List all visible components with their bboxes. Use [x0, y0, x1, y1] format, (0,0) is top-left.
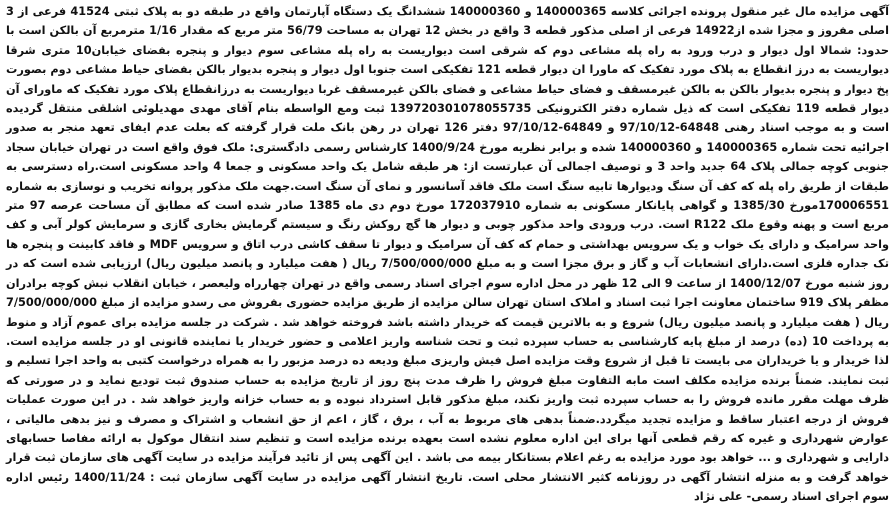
auction-notice-text: آگهی مزایده مال غیر منقول پرونده اجرائی کلاسه 140000365 و 140000360 ششدانگ یک دستگاه آپارتمان واقع در طبقه دو به پلاک ثبتی 41524 فرعی از 3 اصلی مفروز و مجزا شده از14922 فرعی از اصلی مذکور قطعه 3 واقع در بخش 12 تهران به مساحت 56/79 متر مربع که مقدار 1/16 مترمربع آن بالکن است با حدود: شمالا اول دیوار و درب ورود به راه پله مشاعی دوم که شرقی است دیواریست به راه پله مشاعی سوم دیوار و پنجره بفضای خیابان10 متری شرقا دیواریست به درز انقطاع به پلاک مورد تفکیک که ماورا ان دیوار قطعه 121 تفکیکی است جنوبا اول دیوار و پنجره بدیوار بالکن بفضای حیاط مشاعی دوم بصورت پخ دیوار و پنجره بدیوار بالکن به بالکن غیرمسقف و فضای حیاط مشاعی و فضای بالکن غیرمسقف غربا دیواریست به درزانقطاع پلاک مورد تفکیک که ماورای آن دیوار قطعه 119 تفکیکی است که ذیل شماره دفتر الکترونیکی 139720301078055735 ثبت ومع الواسطه بنام آقای مهدی مهدیلوئی اشلقی منتقل گردیده است و به موجب اسناد رهنی 64848-97/10/12 و 64849-97/10/12 دفتر 126 تهران در رهن بانک ملت قرار گرفته که بعلت عدم ایفای تعهد منجر به صدور اجرائیه تحت شماره 140000365 و 140000360 شده و برابر نظریه مورخ 1400/9/24 کارشناس رسمی دادگستری: ملک فوق واقع است در تهران خیابان سجاد جنوبی کوچه جمالی پلاک 64 جدید واحد 3 و توصیف اجمالی آن عبارتست از: هر طبقه شامل یک واحد مسکونی و جمعا 4 واحد مسکونی است.راه دسترسی به طبقات از طریق راه پله که کف آن سنگ ودیوارها تابیه سنگ است ملک فاقد آسانسور و نمای آن سنگ است.جهت ملک مذکور پروانه تخریب و نوسازی به شماره 170006551مورخ 1385/30 و گواهی پایانکار مسکونی به شماره 172037910 مورخ دوم دی ماه 1385 صادر شده است که مطابق آن مساحت عرصه 97 متر مربع است و پهنه وقوع ملک R122 است. درب ورودی واحد مذکور چوبی و دیوار ها گچ روکش رنگ و سیستم گرمایش بخاری گازی و سرمایش کولر آبی و کف واحد سرامیک و دارای یک خواب و یک سرویس بهداشتی و حمام که کف آن سرامیک و دیوار تا سقف کاشی درب اتاق و سرویس MDF و فاقد کابینت و پنجره ها تک جداره فلزی است.دارای انشعابات آب و گاز و برق مجزا است و به مبلغ 7/500/000/000 ریال ( هفت میلیارد و پانصد میلیون ریال) ارزیابی شده است که در روز شنبه مورخ 1400/12/07 از ساعت 9 الی 12 ظهر در محل اداره سوم اجرای اسناد رسمی واقع در تهران چهارراه ولیعصر ، خیابان انقلاب نبش کوچه برادران مظفر پلاک 919 ساختمان معاونت اجرا ثبت اسناد و املاک استان تهران سالن مزایده از طریق مزایده حضوری بفروش می رسدو مزایده از مبلغ 7/500/000/000 ریال ( هفت میلیارد و پانصد میلیون ریال) شروع و به بالاترین قیمت که خریدار داشته باشد فروخته خواهد شد . شرکت در جلسه مزایده برای عموم آزاد و منوط به پرداخت 10 (ده) درصد از مبلغ پایه کارشناسی به حساب سپرده ثبت و تحت شناسه واریز اعلامی و حضور خریدار یا نماینده قانونی او در جلسه مزایده است. لذا خریدار و یا خریداران می بایست تا قبل از شروع وقت مزایده اصل فیش واریزی مبلغ ودیعه ده درصد مزبور را به همراه درخواست کتبی به واحد اجرا تسلیم و ثبت نمایند. ضمناً برنده مزایده مکلف است مابه التفاوت مبلغ فروش را ظرف مدت پنج روز از تاریخ مزایده به حساب صندوق ثبت تودیع نماید و در صورتی که ظرف مهلت مقرر مانده فروش را به حساب سپرده ثبت واریز نکند، مبلغ مذکور قابل استرداد نبوده و به حساب خزانه واریز خواهد شد . در این صورت عملیات فروش از درجه اعتبار ساقط و مزایده تجدید میگردد.ضمناً بدهی های مربوط به آب ، برق ، گاز ، اعم از حق انشعاب و اشتراک و مصرف و نیز بدهی مالیاتی ، عوارض شهرداری و غیره که رقم قطعی آنها برای این اداره معلوم نشده است بعهده برنده مزایده است و تنظیم سند انتقال موکول به ارائه مفاصا حسابهای دارایی و شهرداری و ... خواهد بود مورد مزایده به رغم اعلام بستانکار بیمه می باشد . این آگهی پس از تائید فرآیند مزایده در سایت آگهی های سازمان ثبت قرار خواهد گرفت و به منزله انتشار آگهی در روزنامه کثیر الانتشار محلی است. تاریخ انتشار آگهی مزایده در سایت آگهی سازمان ثبت : 1400/11/24 رئیس اداره سوم اجرای اسناد رسمی- علی نژاد	[6, 5, 890, 504]
